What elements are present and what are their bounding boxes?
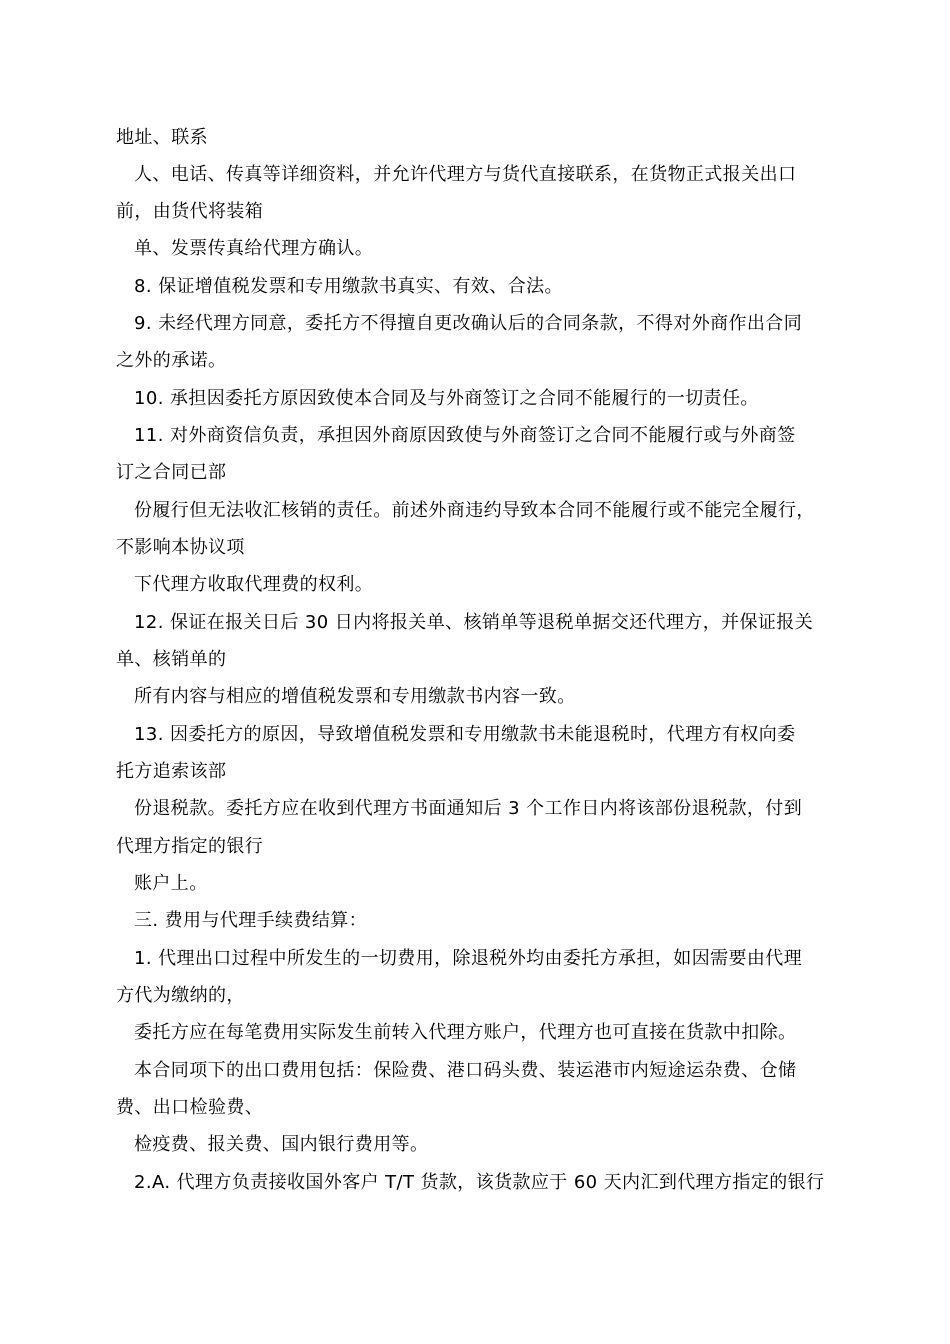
text-line: 费、出口检验费、 bbox=[116, 1097, 264, 1118]
text-line: 下代理方收取代理费的权利。 bbox=[134, 574, 374, 595]
text-line: 检疫费、报关费、国内银行费用等。 bbox=[134, 1134, 429, 1155]
text-line: 份履行但无法收汇核销的责任。前述外商违约导致本合同不能履行或不能完全履行， bbox=[134, 500, 815, 521]
text-line: 13. 因委托方的原因，导致增值税发票和专用缴款书未能退税时，代理方有权向委 bbox=[134, 724, 796, 745]
text-line: 所有内容与相应的增值税发票和专用缴款书内容一致。 bbox=[134, 686, 576, 707]
text-line: 份退税款。委托方应在收到代理方书面通知后 3 个工作日内将该部份退税款，付到 bbox=[134, 798, 803, 819]
text-line: 单、发票传真给代理方确认。 bbox=[134, 238, 374, 259]
section-heading: 三. 费用与代理手续费结算： bbox=[134, 910, 368, 931]
text-line: 方代为缴纳的， bbox=[116, 985, 245, 1006]
text-line: 委托方应在每笔费用实际发生前转入代理方账户，代理方也可直接在货款中扣除。 bbox=[134, 1022, 797, 1043]
text-line: 8. 保证增值税发票和专用缴款书真实、有效、合法。 bbox=[134, 276, 563, 297]
text-line: 9. 未经代理方同意，委托方不得擅自更改确认后的合同条款，不得对外商作出合同 bbox=[134, 313, 803, 334]
text-line: 地址、联系 bbox=[116, 127, 208, 148]
text-line: 10. 承担因委托方原因致使本合同及与外商签订之合同不能履行的一切责任。 bbox=[134, 388, 759, 409]
text-line: 托方追索该部 bbox=[116, 761, 227, 782]
text-line: 11. 对外商资信负责，承担因外商原因致使与外商签订之合同不能履行或与外商签 bbox=[134, 425, 796, 446]
text-line: 12. 保证在报关日后 30 日内将报关单、核销单等退税单据交还代理方，并保证报关 bbox=[134, 612, 814, 633]
text-line: 不影响本协议项 bbox=[116, 537, 245, 558]
text-line: 之外的承诺。 bbox=[116, 350, 227, 371]
text-line: 账户上。 bbox=[134, 873, 208, 894]
text-line: 订之合同已部 bbox=[116, 462, 227, 483]
text-line: 2.A. 代理方负责接收国外客户 T/T 货款，该货款应于 60 天内汇到代理方指定的银行 bbox=[134, 1172, 825, 1193]
text-line: 本合同项下的出口费用包括：保险费、港口码头费、装运港市内短途运杂费、仓储 bbox=[134, 1060, 797, 1081]
text-line: 人、电话、传真等详细资料，并允许代理方与货代直接联系，在货物正式报关出口 bbox=[134, 164, 797, 185]
text-line: 单、核销单的 bbox=[116, 649, 227, 670]
text-line: 前，由货代将装箱 bbox=[116, 201, 264, 222]
text-line: 1. 代理出口过程中所发生的一切费用，除退税外均由委托方承担，如因需要由代理 bbox=[134, 948, 803, 969]
text-line: 代理方指定的银行 bbox=[116, 836, 264, 857]
